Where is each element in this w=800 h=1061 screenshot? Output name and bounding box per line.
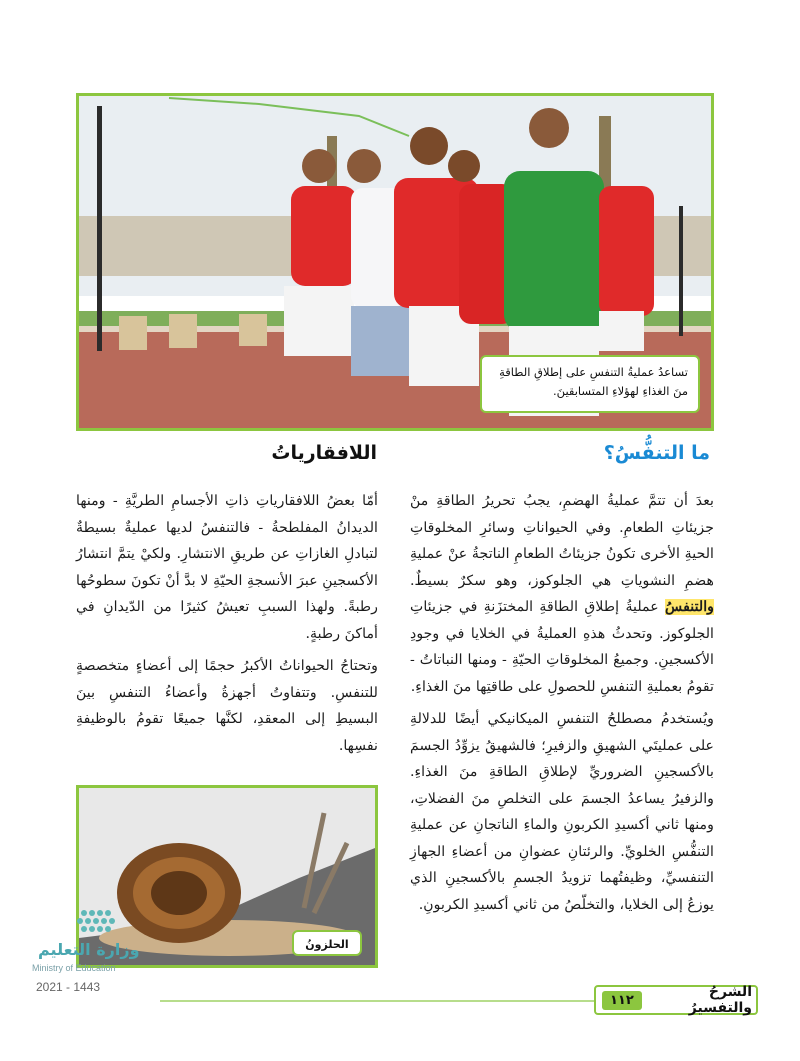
respiration-paragraph-1: [410, 488, 714, 700]
respiration-text: [410, 488, 714, 924]
footer-label: الشرحُ والتفسيرُ: [688, 984, 752, 1016]
invertebrates-paragraph-1: أمّا بعضُ اللافقارياتِ ذاتِ الأجسامِ الطريَّةِ - ومنها الديدانُ المفلطحةُ - فالتنفسُ لديها عمليةٌ بسيطةٌ لتبادلِ الغازاتِ عن طريقِ الانتشارِ. ولكيْ يتمَّ انتشارُ الأكسجينِ عبرَ الأنسجةِ الحيّةِ لا بدَّ أنْ تكونَ سطوحُها رطبةً. ولهذا السببِ تعيشُ كثيرًا من الدّيدانِ في أماكنَ رطبةٍ.: [76, 493, 378, 642]
section-heading-invertebrates: اللافقارياتُ: [271, 442, 377, 464]
invertebrates-text: [76, 488, 378, 765]
ministry-logo-icon: [28, 905, 148, 941]
snail-caption: الحلزونُ: [292, 930, 362, 956]
respiration-definition: عمليةُ إطلاقِ الطاقةِ المختزَنةِ في جزيئاتِ الجلوكوز. وتحدثُ هذهِ العمليةُ في الخلايا في وجودِ الأكسجينِ. وجميعُ المخلوقاتِ الحيّةِ - ومنها النباتاتُ - تقومُ بعمليةِ التنفسِ للحصولِ على طاقتِها منَ الغذاءِ.: [410, 599, 714, 695]
section-heading-respiration: ما التنفُّسُ؟: [603, 442, 710, 464]
invertebrates-paragraph-2: وتحتاجُ الحيواناتُ الأكبرُ حجمًا إلى أعضاءٍ متخصصةٍ للتنفسِ. وتتفاوتُ أجهزةُ وأعضاءُ التنفسِ بينَ البسيطِ إلى المعقدِ، لكنَّها جميعًا تقومُ بالوظيفةِ نفسِها.: [76, 658, 378, 754]
ministry-name-english: Ministry of Education: [32, 963, 116, 973]
respiration-term: والتنفسُ: [665, 599, 714, 615]
respiration-intro: بعدَ أن تتمَّ عمليةُ الهضمِ، يجبُ تحريرُ الطاقةِ منْ جزيئاتِ الطعامِ. وفي الحيواناتِ وسائرِ المخلوقاتِ الحيةِ الأخرى تكونُ جزيئاتُ الطعامِ الناتجةُ عنْ عمليةِ هضمِ النشوياتِ هي الجلوكوز، وهو سكرٌ بسيطٌ.: [410, 493, 714, 589]
footer-section-label: [594, 985, 758, 1015]
runners-caption: [480, 355, 700, 413]
ministry-name-arabic: وزارة التعليم: [38, 940, 140, 959]
caption-line-2: منَ الغذاءِ لهؤلاءِ المتسابقينَ.: [553, 384, 688, 398]
page-number: ١١٢: [602, 991, 642, 1010]
caption-line-1: تساعدُ عمليةُ التنفسِ على إطلاقِ الطاقةِ: [499, 365, 688, 379]
respiration-paragraph-2: ويُستخدمُ مصطلحُ التنفسِ الميكانيكي أيضًا للدلالةِ على عمليتَي الشهيقِ والزفيرِ؛ فالشهيقُ يزوِّدُ الجسمَ بالأكسجينِ الضروريِّ لإطلاقِ الطاقةِ منَ الغذاءِ. والزفيرُ يساعدُ الجسمَ على التخلصِ منَ الفضلاتِ، ومنها ثاني أكسيدِ الكربونِ والماءِ الناتجانِ عن عمليةِ التنفُّسِ الخلويِّ. والرئتانِ عضوانِ من أعضاءِ الجهازِ التنفسيِّ، وظيفتُهما تزويدُ الجسمِ بالأكسجينِ الذي يوزعُ إلى الخلايا، والتخلّصُ من ثاني أكسيدِ الكربونِ.: [410, 711, 714, 913]
edition-year: 2021 - 1443: [36, 980, 101, 994]
footer-divider: [160, 1000, 594, 1002]
